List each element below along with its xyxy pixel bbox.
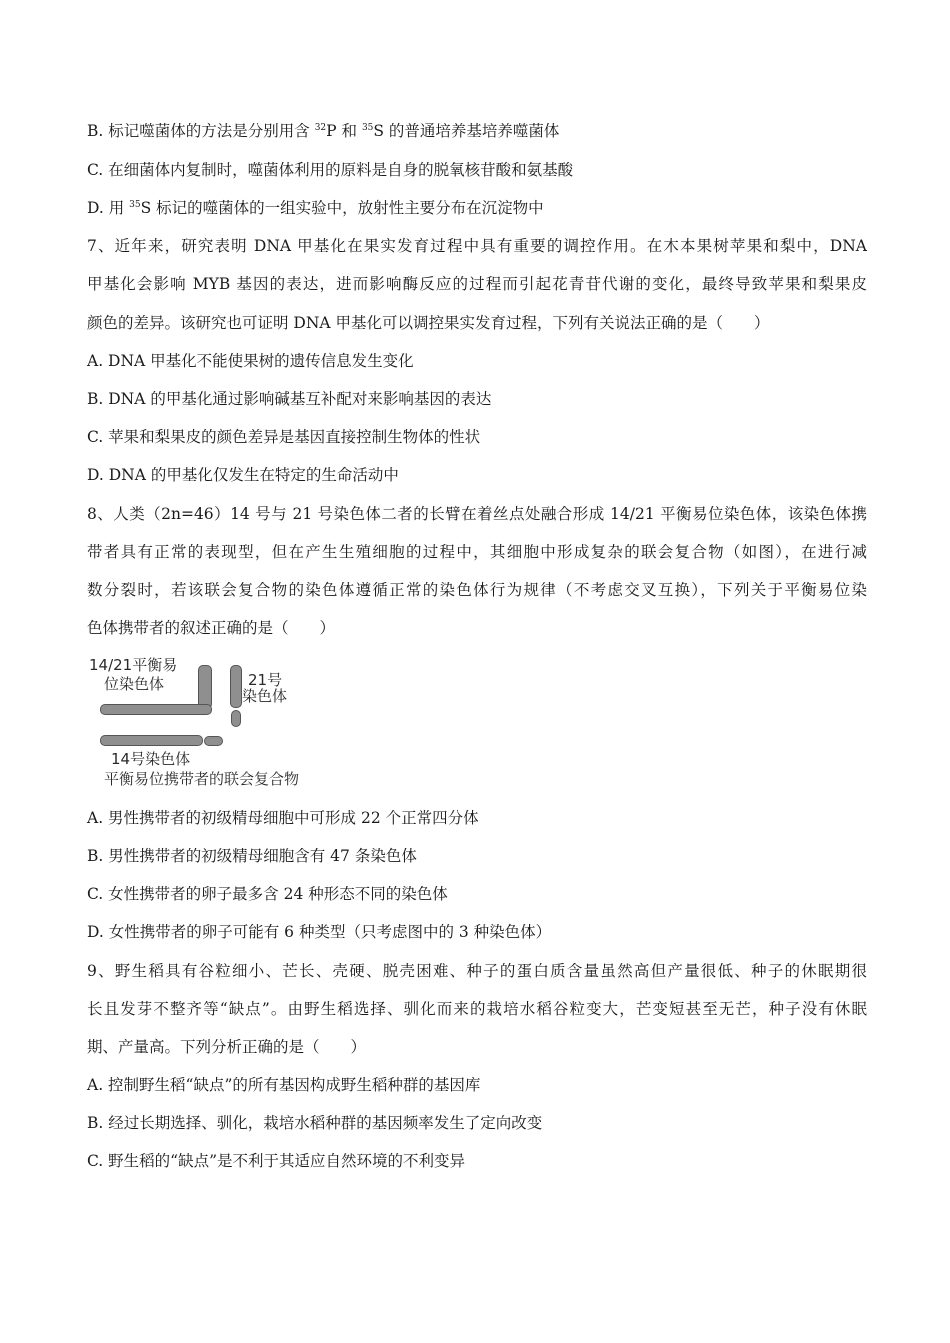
question-7-line-3: 颜色的差异。该研究也可证明 DNA 甲基化可以调控果实发育过程，下列有关说法正确的是（ ） bbox=[87, 314, 770, 332]
option-6b: B. 标记噬菌体的方法是分别用含 $^{32}$P 和 $^{35}$S 的普通培养基培养噬菌体 bbox=[87, 122, 560, 140]
question-7-line-1: 7、近年来，研究表明 DNA 甲基化在果实发育过程中具有重要的调控作用。在木本果树苹果和梨中，DNA bbox=[87, 237, 867, 255]
translocation-chromosome-vertical-arm bbox=[198, 665, 212, 709]
question-9-line-3: 期、产量高。下列分析正确的是（ ） bbox=[87, 1038, 367, 1056]
question-9-line-2: 长且发芽不整齐等“缺点”。由野生稻选择、驯化而来的栽培水稻谷粒变大，芒变短甚至无芒，种子没有休眠 bbox=[87, 1000, 867, 1018]
option-9b: B. 经过长期选择、驯化，栽培水稻种群的基因频率发生了定向改变 bbox=[87, 1114, 543, 1132]
question-8-line-2: 带者具有正常的表现型，但在产生生殖细胞的过程中，其细胞中形成复杂的联会复合物（如图），在进行减 bbox=[87, 543, 867, 561]
option-8b: B. 男性携带者的初级精母细胞含有 47 条染色体 bbox=[87, 847, 417, 865]
label-chromosome-21-line-2: 染色体 bbox=[242, 687, 288, 705]
question-9-line-1: 9、野生稻具有谷粒细小、芒长、壳硬、脱壳困难、种子的蛋白质含量虽然高但产量很低、种子的休眠期很 bbox=[87, 962, 867, 980]
option-8a: A. 男性携带者的初级精母细胞中可形成 22 个正常四分体 bbox=[87, 809, 479, 827]
option-6d: D. 用 $^{35}$S 标记的噬菌体的一组实验中，放射性主要分布在沉淀物中 bbox=[87, 199, 544, 217]
option-7c: C. 苹果和梨果皮的颜色差异是基因直接控制生物体的性状 bbox=[87, 428, 481, 446]
chromosome-14-long-arm bbox=[100, 735, 203, 746]
option-7a: A. DNA 甲基化不能使果树的遗传信息发生变化 bbox=[87, 352, 414, 370]
chromosome-21-short-arm bbox=[231, 710, 241, 727]
label-chromosome-21-line-1: 21号 bbox=[248, 671, 283, 689]
chromosome-14-short-arm bbox=[204, 736, 223, 746]
option-8c: C. 女性携带者的卵子最多含 24 种形态不同的染色体 bbox=[87, 885, 448, 903]
option-7d: D. DNA 的甲基化仅发生在特定的生命活动中 bbox=[87, 466, 399, 484]
option-6c: C. 在细菌体内复制时，噬菌体利用的原料是自身的脱氧核苷酸和氨基酸 bbox=[87, 161, 574, 179]
label-translocation-line-1: 14/21平衡易 bbox=[89, 656, 178, 674]
figure-caption: 平衡易位携带者的联会复合物 bbox=[104, 770, 300, 788]
label-translocation-line-2: 位染色体 bbox=[104, 675, 165, 693]
synapsis-complex-figure bbox=[87, 655, 347, 795]
question-8-line-3: 数分裂时，若该联会复合物的染色体遵循正常的染色体行为规律（不考虑交叉互换），下列关于平衡易位染 bbox=[87, 581, 867, 599]
option-8d: D. 女性携带者的卵子可能有 6 种类型（只考虑图中的 3 种染色体） bbox=[87, 923, 552, 941]
option-7b: B. DNA 的甲基化通过影响碱基互补配对来影响基因的表达 bbox=[87, 390, 492, 408]
question-8-line-4: 色体携带者的叙述正确的是（ ） bbox=[87, 619, 336, 637]
option-9a: A. 控制野生稻“缺点”的所有基因构成野生稻种群的基因库 bbox=[87, 1076, 481, 1094]
question-8-line-1: 8、人类（2n=46）14 号与 21 号染色体二者的长臂在着丝点处融合形成 14/21 平衡易位染色体，该染色体携 bbox=[87, 505, 867, 523]
translocation-chromosome-horizontal-arm bbox=[100, 704, 212, 715]
question-7-line-2: 甲基化会影响 MYB 基因的表达，进而影响酶反应的过程而引起花青苷代谢的变化，最终导致苹果和梨果皮 bbox=[87, 275, 867, 293]
option-9c: C. 野生稻的“缺点”是不利于其适应自然环境的不利变异 bbox=[87, 1152, 466, 1170]
chromosome-21-long-arm bbox=[230, 665, 242, 708]
label-chromosome-14: 14号染色体 bbox=[111, 750, 191, 768]
